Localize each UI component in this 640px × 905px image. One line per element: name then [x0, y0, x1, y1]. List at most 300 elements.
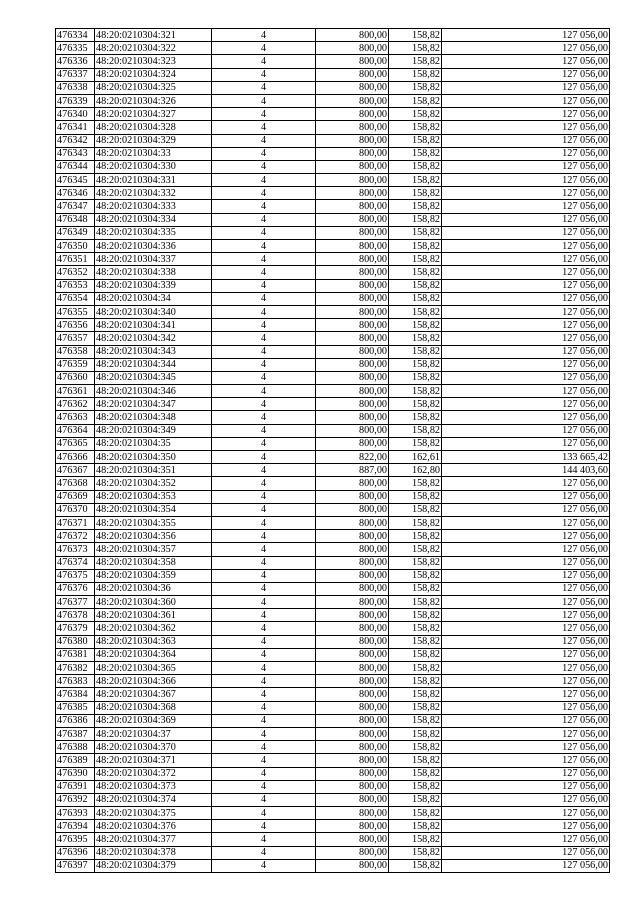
cadastral-number-cell: 48:20:0210304:370 — [95, 741, 212, 754]
rate-cell: 158,82 — [389, 714, 442, 727]
rate-cell: 158,82 — [389, 94, 442, 107]
rate-cell: 158,82 — [389, 319, 442, 332]
rate-cell: 158,82 — [389, 292, 442, 305]
row-number-cell: 476343 — [56, 147, 95, 160]
cadastral-number-cell: 48:20:0210304:335 — [95, 226, 212, 239]
area-cell: 800,00 — [316, 556, 389, 569]
count-cell: 4 — [212, 648, 316, 661]
sum-cell: 127 056,00 — [442, 793, 610, 806]
area-cell: 800,00 — [316, 793, 389, 806]
area-cell: 800,00 — [316, 266, 389, 279]
rate-cell: 162,61 — [389, 451, 442, 464]
area-cell: 800,00 — [316, 279, 389, 292]
table-row — [56, 226, 610, 239]
sum-cell: 127 056,00 — [442, 569, 610, 582]
count-cell: 4 — [212, 213, 316, 226]
table-row — [56, 648, 610, 661]
table-row — [56, 464, 610, 477]
cadastral-number-cell: 48:20:0210304:348 — [95, 411, 212, 424]
sum-cell: 127 056,00 — [442, 279, 610, 292]
count-cell: 4 — [212, 622, 316, 635]
rate-cell: 158,82 — [389, 767, 442, 780]
area-cell: 800,00 — [316, 55, 389, 68]
row-number-cell: 476351 — [56, 253, 95, 266]
count-cell: 4 — [212, 569, 316, 582]
rate-cell: 158,82 — [389, 187, 442, 200]
row-number-cell: 476352 — [56, 266, 95, 279]
rate-cell: 162,80 — [389, 464, 442, 477]
rate-cell: 158,82 — [389, 648, 442, 661]
rate-cell: 158,82 — [389, 727, 442, 740]
count-cell: 4 — [212, 596, 316, 609]
sum-cell: 127 056,00 — [442, 147, 610, 160]
count-cell: 4 — [212, 411, 316, 424]
table-row — [56, 305, 610, 318]
row-number-cell: 476382 — [56, 662, 95, 675]
row-number-cell: 476347 — [56, 200, 95, 213]
sum-cell: 127 056,00 — [442, 490, 610, 503]
cadastral-number-cell: 48:20:0210304:344 — [95, 358, 212, 371]
table-row — [56, 530, 610, 543]
sum-cell: 127 056,00 — [442, 780, 610, 793]
row-number-cell: 476381 — [56, 648, 95, 661]
rate-cell: 158,82 — [389, 846, 442, 859]
table-row — [56, 741, 610, 754]
row-number-cell: 476360 — [56, 371, 95, 384]
rate-cell: 158,82 — [389, 477, 442, 490]
rate-cell: 158,82 — [389, 675, 442, 688]
table-row — [56, 754, 610, 767]
rate-cell: 158,82 — [389, 253, 442, 266]
count-cell: 4 — [212, 701, 316, 714]
area-cell: 800,00 — [316, 503, 389, 516]
row-number-cell: 476374 — [56, 556, 95, 569]
cadastral-number-cell: 48:20:0210304:365 — [95, 662, 212, 675]
cadastral-number-cell: 48:20:0210304:356 — [95, 530, 212, 543]
table-row — [56, 81, 610, 94]
cadastral-number-cell: 48:20:0210304:341 — [95, 319, 212, 332]
count-cell: 4 — [212, 754, 316, 767]
area-cell: 800,00 — [316, 662, 389, 675]
count-cell: 4 — [212, 240, 316, 253]
area-cell: 800,00 — [316, 516, 389, 529]
table-row — [56, 411, 610, 424]
count-cell: 4 — [212, 160, 316, 173]
row-number-cell: 476367 — [56, 464, 95, 477]
table-row — [56, 833, 610, 846]
row-number-cell: 476391 — [56, 780, 95, 793]
rate-cell: 158,82 — [389, 134, 442, 147]
rate-cell: 158,82 — [389, 688, 442, 701]
row-number-cell: 476337 — [56, 68, 95, 81]
cadastral-number-cell: 48:20:0210304:349 — [95, 424, 212, 437]
sum-cell: 133 665,42 — [442, 451, 610, 464]
cadastral-number-cell: 48:20:0210304:373 — [95, 780, 212, 793]
count-cell: 4 — [212, 846, 316, 859]
sum-cell: 127 056,00 — [442, 556, 610, 569]
rate-cell: 158,82 — [389, 226, 442, 239]
count-cell: 4 — [212, 820, 316, 833]
area-cell: 800,00 — [316, 174, 389, 187]
rate-cell: 158,82 — [389, 42, 442, 55]
row-number-cell: 476355 — [56, 305, 95, 318]
sum-cell: 127 056,00 — [442, 174, 610, 187]
sum-cell: 127 056,00 — [442, 371, 610, 384]
table-row — [56, 134, 610, 147]
cadastral-number-cell: 48:20:0210304:329 — [95, 134, 212, 147]
table-row — [56, 807, 610, 820]
count-cell: 4 — [212, 609, 316, 622]
rate-cell: 158,82 — [389, 55, 442, 68]
table-row — [56, 174, 610, 187]
rate-cell: 158,82 — [389, 358, 442, 371]
table-row — [56, 490, 610, 503]
count-cell: 4 — [212, 108, 316, 121]
table-row — [56, 55, 610, 68]
area-cell: 800,00 — [316, 727, 389, 740]
rate-cell: 158,82 — [389, 108, 442, 121]
table-row — [56, 701, 610, 714]
rate-cell: 158,82 — [389, 29, 442, 42]
table-row — [56, 358, 610, 371]
table-row — [56, 240, 610, 253]
row-number-cell: 476369 — [56, 490, 95, 503]
table-row — [56, 516, 610, 529]
rate-cell: 158,82 — [389, 81, 442, 94]
rate-cell: 158,82 — [389, 279, 442, 292]
cadastral-number-cell: 48:20:0210304:345 — [95, 371, 212, 384]
area-cell: 800,00 — [316, 200, 389, 213]
table-row — [56, 556, 610, 569]
table-row — [56, 846, 610, 859]
area-cell: 800,00 — [316, 477, 389, 490]
rate-cell: 158,82 — [389, 793, 442, 806]
row-number-cell: 476334 — [56, 29, 95, 42]
count-cell: 4 — [212, 556, 316, 569]
sum-cell: 127 056,00 — [442, 582, 610, 595]
area-cell: 800,00 — [316, 240, 389, 253]
rate-cell: 158,82 — [389, 701, 442, 714]
rate-cell: 158,82 — [389, 503, 442, 516]
cadastral-number-cell: 48:20:0210304:371 — [95, 754, 212, 767]
sum-cell: 127 056,00 — [442, 727, 610, 740]
rate-cell: 158,82 — [389, 332, 442, 345]
sum-cell: 127 056,00 — [442, 622, 610, 635]
table-row — [56, 609, 610, 622]
sum-cell: 127 056,00 — [442, 292, 610, 305]
sum-cell: 127 056,00 — [442, 820, 610, 833]
row-number-cell: 476354 — [56, 292, 95, 305]
table-row — [56, 147, 610, 160]
table-row — [56, 42, 610, 55]
row-number-cell: 476388 — [56, 741, 95, 754]
sum-cell: 127 056,00 — [442, 675, 610, 688]
sum-cell: 127 056,00 — [442, 266, 610, 279]
row-number-cell: 476349 — [56, 226, 95, 239]
row-number-cell: 476358 — [56, 345, 95, 358]
count-cell: 4 — [212, 42, 316, 55]
area-cell: 800,00 — [316, 543, 389, 556]
row-number-cell: 476387 — [56, 727, 95, 740]
cadastral-number-cell: 48:20:0210304:366 — [95, 675, 212, 688]
sum-cell: 127 056,00 — [442, 358, 610, 371]
sum-cell: 144 403,60 — [442, 464, 610, 477]
sum-cell: 127 056,00 — [442, 543, 610, 556]
row-number-cell: 476366 — [56, 451, 95, 464]
cadastral-number-cell: 48:20:0210304:363 — [95, 635, 212, 648]
table-row — [56, 385, 610, 398]
rate-cell: 158,82 — [389, 424, 442, 437]
row-number-cell: 476385 — [56, 701, 95, 714]
area-cell: 800,00 — [316, 226, 389, 239]
row-number-cell: 476350 — [56, 240, 95, 253]
cadastral-number-cell: 48:20:0210304:362 — [95, 622, 212, 635]
row-number-cell: 476395 — [56, 833, 95, 846]
table-row — [56, 187, 610, 200]
cadastral-number-cell: 48:20:0210304:35 — [95, 437, 212, 450]
cadastral-number-cell: 48:20:0210304:324 — [95, 68, 212, 81]
cadastral-number-cell: 48:20:0210304:334 — [95, 213, 212, 226]
count-cell: 4 — [212, 767, 316, 780]
cadastral-number-cell: 48:20:0210304:340 — [95, 305, 212, 318]
table-row — [56, 622, 610, 635]
cadastral-number-cell: 48:20:0210304:36 — [95, 582, 212, 595]
table-row — [56, 767, 610, 780]
row-number-cell: 476376 — [56, 582, 95, 595]
count-cell: 4 — [212, 464, 316, 477]
count-cell: 4 — [212, 780, 316, 793]
sum-cell: 127 056,00 — [442, 42, 610, 55]
rate-cell: 158,82 — [389, 147, 442, 160]
table-row — [56, 780, 610, 793]
row-number-cell: 476361 — [56, 385, 95, 398]
rate-cell: 158,82 — [389, 516, 442, 529]
area-cell: 800,00 — [316, 108, 389, 121]
count-cell: 4 — [212, 582, 316, 595]
table-row — [56, 582, 610, 595]
table-row — [56, 108, 610, 121]
row-number-cell: 476346 — [56, 187, 95, 200]
rate-cell: 158,82 — [389, 662, 442, 675]
row-number-cell: 476340 — [56, 108, 95, 121]
sum-cell: 127 056,00 — [442, 108, 610, 121]
count-cell: 4 — [212, 451, 316, 464]
count-cell: 4 — [212, 358, 316, 371]
row-number-cell: 476359 — [56, 358, 95, 371]
rate-cell: 158,82 — [389, 266, 442, 279]
count-cell: 4 — [212, 174, 316, 187]
area-cell: 800,00 — [316, 741, 389, 754]
area-cell: 800,00 — [316, 767, 389, 780]
row-number-cell: 476380 — [56, 635, 95, 648]
count-cell: 4 — [212, 305, 316, 318]
rate-cell: 158,82 — [389, 371, 442, 384]
cadastral-number-cell: 48:20:0210304:377 — [95, 833, 212, 846]
cadastral-number-cell: 48:20:0210304:342 — [95, 332, 212, 345]
area-cell: 800,00 — [316, 582, 389, 595]
area-cell: 800,00 — [316, 490, 389, 503]
row-number-cell: 476364 — [56, 424, 95, 437]
sum-cell: 127 056,00 — [442, 332, 610, 345]
cadastral-number-cell: 48:20:0210304:353 — [95, 490, 212, 503]
area-cell: 800,00 — [316, 94, 389, 107]
row-number-cell: 476368 — [56, 477, 95, 490]
count-cell: 4 — [212, 253, 316, 266]
cadastral-number-cell: 48:20:0210304:322 — [95, 42, 212, 55]
area-cell: 800,00 — [316, 701, 389, 714]
area-cell: 800,00 — [316, 411, 389, 424]
area-cell: 800,00 — [316, 622, 389, 635]
cadastral-number-cell: 48:20:0210304:338 — [95, 266, 212, 279]
table-row — [56, 727, 610, 740]
area-cell: 800,00 — [316, 424, 389, 437]
row-number-cell: 476341 — [56, 121, 95, 134]
sum-cell: 127 056,00 — [442, 68, 610, 81]
area-cell: 800,00 — [316, 253, 389, 266]
rate-cell: 158,82 — [389, 437, 442, 450]
count-cell: 4 — [212, 675, 316, 688]
count-cell: 4 — [212, 55, 316, 68]
count-cell: 4 — [212, 543, 316, 556]
rate-cell: 158,82 — [389, 68, 442, 81]
row-number-cell: 476377 — [56, 596, 95, 609]
rate-cell: 158,82 — [389, 780, 442, 793]
data-table — [55, 28, 610, 873]
cadastral-number-cell: 48:20:0210304:357 — [95, 543, 212, 556]
count-cell: 4 — [212, 688, 316, 701]
row-number-cell: 476386 — [56, 714, 95, 727]
cadastral-number-cell: 48:20:0210304:326 — [95, 94, 212, 107]
table-row — [56, 345, 610, 358]
cadastral-number-cell: 48:20:0210304:355 — [95, 516, 212, 529]
row-number-cell: 476336 — [56, 55, 95, 68]
cadastral-number-cell: 48:20:0210304:352 — [95, 477, 212, 490]
rate-cell: 158,82 — [389, 398, 442, 411]
cadastral-number-cell: 48:20:0210304:350 — [95, 451, 212, 464]
row-number-cell: 476379 — [56, 622, 95, 635]
rate-cell: 158,82 — [389, 530, 442, 543]
count-cell: 4 — [212, 437, 316, 450]
cadastral-number-cell: 48:20:0210304:332 — [95, 187, 212, 200]
row-number-cell: 476365 — [56, 437, 95, 450]
sum-cell: 127 056,00 — [442, 134, 610, 147]
count-cell: 4 — [212, 833, 316, 846]
area-cell: 800,00 — [316, 81, 389, 94]
sum-cell: 127 056,00 — [442, 200, 610, 213]
table-row — [56, 266, 610, 279]
row-number-cell: 476348 — [56, 213, 95, 226]
row-number-cell: 476338 — [56, 81, 95, 94]
sum-cell: 127 056,00 — [442, 477, 610, 490]
table-row — [56, 68, 610, 81]
rate-cell: 158,82 — [389, 807, 442, 820]
table-row — [56, 688, 610, 701]
area-cell: 800,00 — [316, 596, 389, 609]
area-cell: 800,00 — [316, 437, 389, 450]
cadastral-number-cell: 48:20:0210304:354 — [95, 503, 212, 516]
count-cell: 4 — [212, 121, 316, 134]
row-number-cell: 476357 — [56, 332, 95, 345]
area-cell: 887,00 — [316, 464, 389, 477]
row-number-cell: 476384 — [56, 688, 95, 701]
area-cell: 800,00 — [316, 635, 389, 648]
sum-cell: 127 056,00 — [442, 160, 610, 173]
cadastral-number-cell: 48:20:0210304:358 — [95, 556, 212, 569]
sum-cell: 127 056,00 — [442, 516, 610, 529]
cadastral-number-cell: 48:20:0210304:325 — [95, 81, 212, 94]
area-cell: 800,00 — [316, 29, 389, 42]
cadastral-number-cell: 48:20:0210304:374 — [95, 793, 212, 806]
area-cell: 800,00 — [316, 675, 389, 688]
sum-cell: 127 056,00 — [442, 437, 610, 450]
area-cell: 800,00 — [316, 68, 389, 81]
rate-cell: 158,82 — [389, 174, 442, 187]
table-row — [56, 596, 610, 609]
sum-cell: 127 056,00 — [442, 596, 610, 609]
sum-cell: 127 056,00 — [442, 411, 610, 424]
area-cell: 800,00 — [316, 807, 389, 820]
rate-cell: 158,82 — [389, 200, 442, 213]
area-cell: 800,00 — [316, 345, 389, 358]
cadastral-number-cell: 48:20:0210304:331 — [95, 174, 212, 187]
row-number-cell: 476363 — [56, 411, 95, 424]
table-row — [56, 569, 610, 582]
table-row — [56, 793, 610, 806]
count-cell: 4 — [212, 134, 316, 147]
rate-cell: 158,82 — [389, 833, 442, 846]
cadastral-number-cell: 48:20:0210304:359 — [95, 569, 212, 582]
table-row — [56, 477, 610, 490]
area-cell: 800,00 — [316, 332, 389, 345]
row-number-cell: 476373 — [56, 543, 95, 556]
rate-cell: 158,82 — [389, 596, 442, 609]
table-row — [56, 543, 610, 556]
rate-cell: 158,82 — [389, 385, 442, 398]
area-cell: 800,00 — [316, 398, 389, 411]
table-row — [56, 160, 610, 173]
row-number-cell: 476390 — [56, 767, 95, 780]
sum-cell: 127 056,00 — [442, 253, 610, 266]
area-cell: 800,00 — [316, 147, 389, 160]
rate-cell: 158,82 — [389, 556, 442, 569]
table-row — [56, 200, 610, 213]
row-number-cell: 476394 — [56, 820, 95, 833]
cadastral-number-cell: 48:20:0210304:327 — [95, 108, 212, 121]
sum-cell: 127 056,00 — [442, 187, 610, 200]
area-cell: 800,00 — [316, 648, 389, 661]
cadastral-number-cell: 48:20:0210304:376 — [95, 820, 212, 833]
cadastral-number-cell: 48:20:0210304:336 — [95, 240, 212, 253]
table-row — [56, 398, 610, 411]
cadastral-number-cell: 48:20:0210304:33 — [95, 147, 212, 160]
count-cell: 4 — [212, 332, 316, 345]
area-cell: 800,00 — [316, 42, 389, 55]
row-number-cell: 476393 — [56, 807, 95, 820]
rate-cell: 158,82 — [389, 609, 442, 622]
row-number-cell: 476378 — [56, 609, 95, 622]
row-number-cell: 476342 — [56, 134, 95, 147]
rate-cell: 158,82 — [389, 635, 442, 648]
area-cell: 800,00 — [316, 859, 389, 872]
rate-cell: 158,82 — [389, 121, 442, 134]
sum-cell: 127 056,00 — [442, 319, 610, 332]
cadastral-number-cell: 48:20:0210304:346 — [95, 385, 212, 398]
rate-cell: 158,82 — [389, 622, 442, 635]
table-row — [56, 371, 610, 384]
sum-cell: 127 056,00 — [442, 846, 610, 859]
area-cell: 800,00 — [316, 754, 389, 767]
cadastral-number-cell: 48:20:0210304:34 — [95, 292, 212, 305]
